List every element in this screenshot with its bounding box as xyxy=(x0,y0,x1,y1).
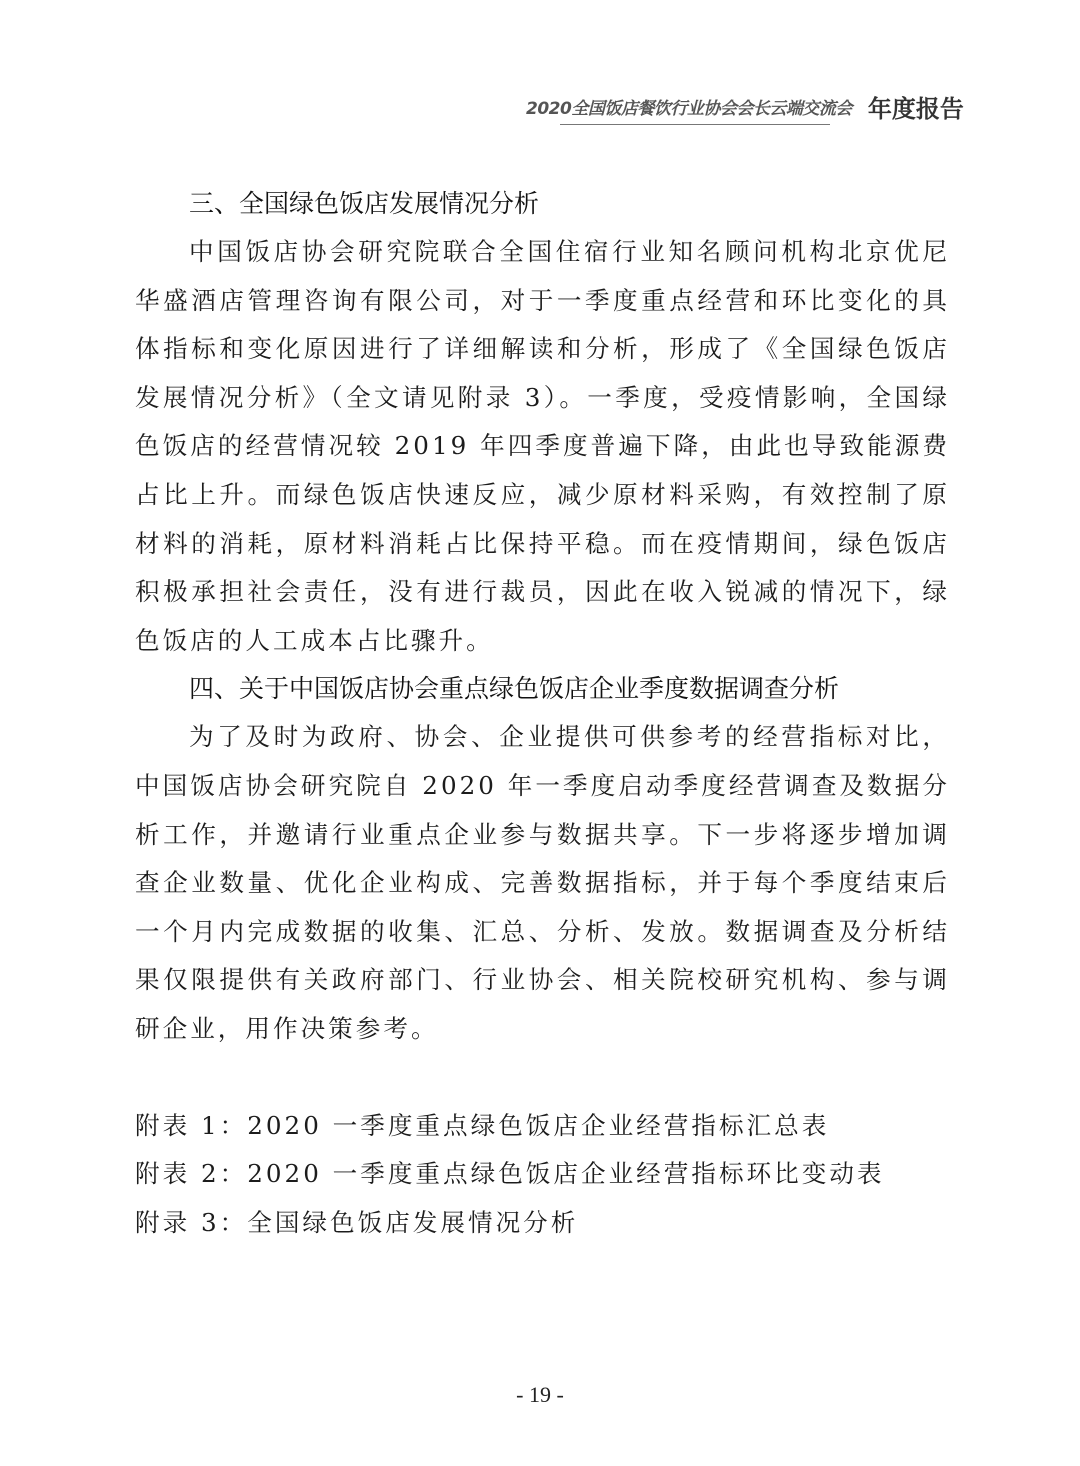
page-number: - 19 - xyxy=(516,1382,564,1407)
page-header xyxy=(520,84,964,128)
appendix-item: 附表 2：2020 一季度重点绿色饭店企业经营指标环比变动表 xyxy=(135,1159,885,1189)
section-paragraph-3: 中国饭店协会研究院联合全国住宿行业知名顾问机构北京优尼华盛酒店管理咨询有限公司，对于一季度重点经营和环比变化的具体指标和变化原因进行了详细解读和分析，形成了《全国绿色饭店发展情况分析》（全文请见附录 3）。一季度，受疫情影响，全国绿色饭店的经营情况较 2019 年四季度普遍下降，由此也导致能源费占比上升。而绿色饭店快速反应，减少原材料采购，有效控制了原材料的消耗，原材料消耗占比保持平稳。而在疫情期间，绿色饭店积极承担社会责任，没有进行裁员，因此在收入锐减的情况下，绿色饭店的人工成本占比骤升。 xyxy=(135,237,950,655)
spacer xyxy=(135,1054,950,1102)
appendix-item: 附录 3：全国绿色饭店发展情况分析 xyxy=(135,1207,579,1237)
document-body xyxy=(135,180,950,1247)
appendix-item: 附表 1：2020 一季度重点绿色饭店企业经营指标汇总表 xyxy=(135,1110,830,1140)
report-title: 年度报告 xyxy=(867,93,964,123)
section-heading-4: 四、关于中国饭店协会重点绿色饭店企业季度数据调查分析 xyxy=(189,674,840,704)
section-paragraph-4: 为了及时为政府、协会、企业提供可供参考的经营指标对比，中国饭店协会研究院自 2020 年一季度启动季度经营调查及数据分析工作，并邀请行业重点企业参与数据共享。下一步将逐步增加调查企业数量、优化企业构成、完善数据指标，并于每个季度结束后一个月内完成数据的收集、汇总、分析、发放。数据调查及分析结果仅限提供有关政府部门、行业协会、相关院校研究机构、参与调研企业，用作决策参考。 xyxy=(135,722,950,1043)
header-rule xyxy=(560,124,830,125)
conference-name: 2020全国饭店餐饮行业协会会长云端交流会 xyxy=(526,98,852,119)
section-heading-3: 三、全国绿色饭店发展情况分析 xyxy=(189,189,540,218)
header-divider xyxy=(855,90,865,122)
